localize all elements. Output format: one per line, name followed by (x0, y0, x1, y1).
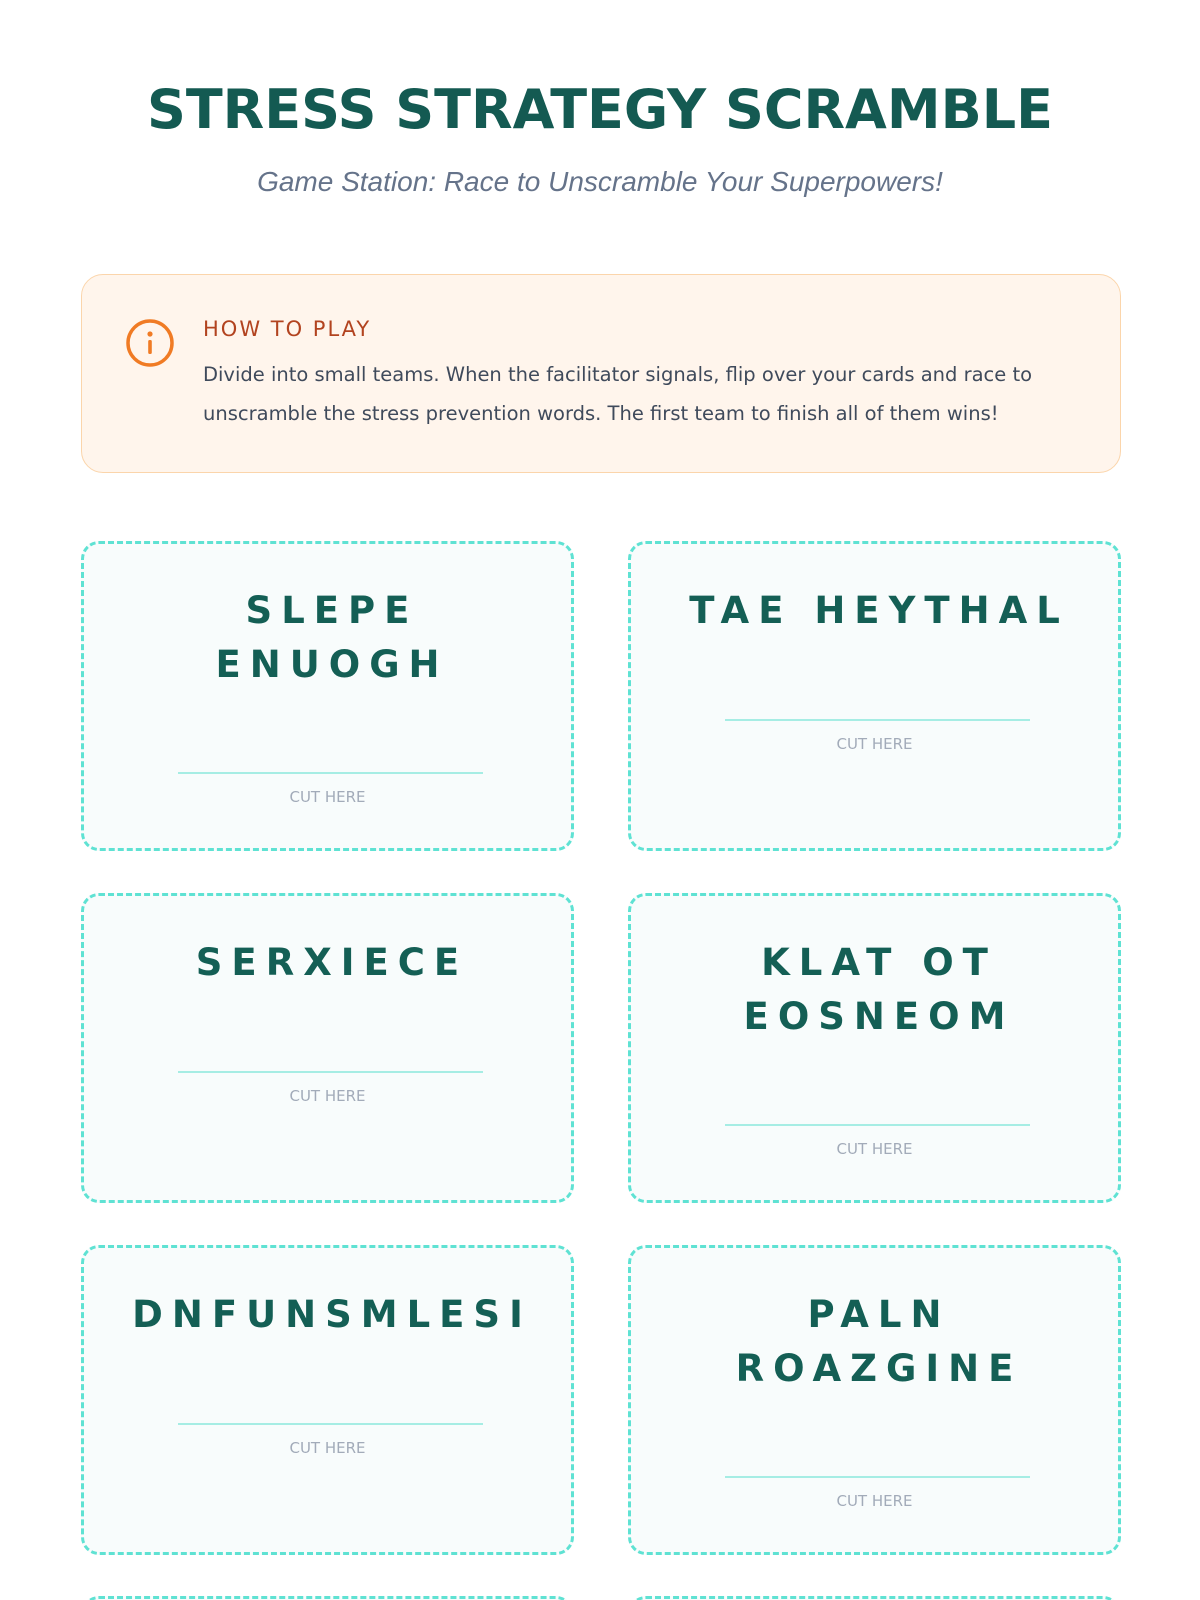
scrambled-word-line: TAE HEYTHAL (689, 589, 1069, 632)
cut-here-label: CUT HERE (289, 1439, 366, 1457)
scrambled-word-line: ROAZGINE (735, 1347, 1023, 1390)
scramble-card-partial (81, 1596, 574, 1600)
cut-line (725, 1476, 1030, 1478)
cut-line (178, 1423, 483, 1425)
cut-here-label: CUT HERE (836, 735, 913, 753)
scrambled-word-line: SLEPE (245, 589, 419, 632)
page-subtitle: Game Station: Race to Unscramble Your Superpowers! (257, 166, 943, 197)
cut-line (178, 1071, 483, 1073)
cut-here-label: CUT HERE (289, 788, 366, 806)
scramble-card (81, 1245, 574, 1555)
scrambled-word-line: SERXIECE (195, 941, 469, 984)
cut-line (725, 1124, 1030, 1126)
scramble-card (81, 893, 574, 1203)
scrambled-word (84, 936, 571, 990)
cut-line (725, 719, 1030, 721)
scramble-card (81, 541, 574, 851)
how-to-play-box (81, 274, 1121, 473)
scrambled-word (84, 1288, 571, 1342)
how-to-play-text: Divide into small teams. When the facilitator signals, flip over your cards and race to unscramble the stress prevention words. The first team to finish all of them wins! (203, 363, 1033, 425)
scramble-card (628, 541, 1121, 851)
cut-line (178, 772, 483, 774)
info-icon (124, 317, 176, 369)
cut-here-label: CUT HERE (836, 1492, 913, 1510)
scramble-card-partial (628, 1596, 1121, 1600)
scrambled-word (631, 1288, 1118, 1396)
scrambled-word (631, 584, 1118, 638)
scrambled-word (631, 936, 1118, 1044)
how-to-play-title: HOW TO PLAY (203, 317, 372, 341)
scrambled-word-line: ENUOGH (215, 643, 449, 686)
scrambled-word-line: DNFUNSMLESI (132, 1293, 532, 1336)
page-title: STRESS STRATEGY SCRAMBLE (146, 78, 1054, 141)
scrambled-word-line: KLAT OT (761, 941, 997, 984)
scrambled-word-line: EOSNEOM (743, 995, 1015, 1038)
scrambled-word-line: PALN (807, 1293, 951, 1336)
scramble-card (628, 893, 1121, 1203)
scramble-card (628, 1245, 1121, 1555)
cut-here-label: CUT HERE (836, 1140, 913, 1158)
cut-here-label: CUT HERE (289, 1087, 366, 1105)
scrambled-word (84, 584, 571, 692)
